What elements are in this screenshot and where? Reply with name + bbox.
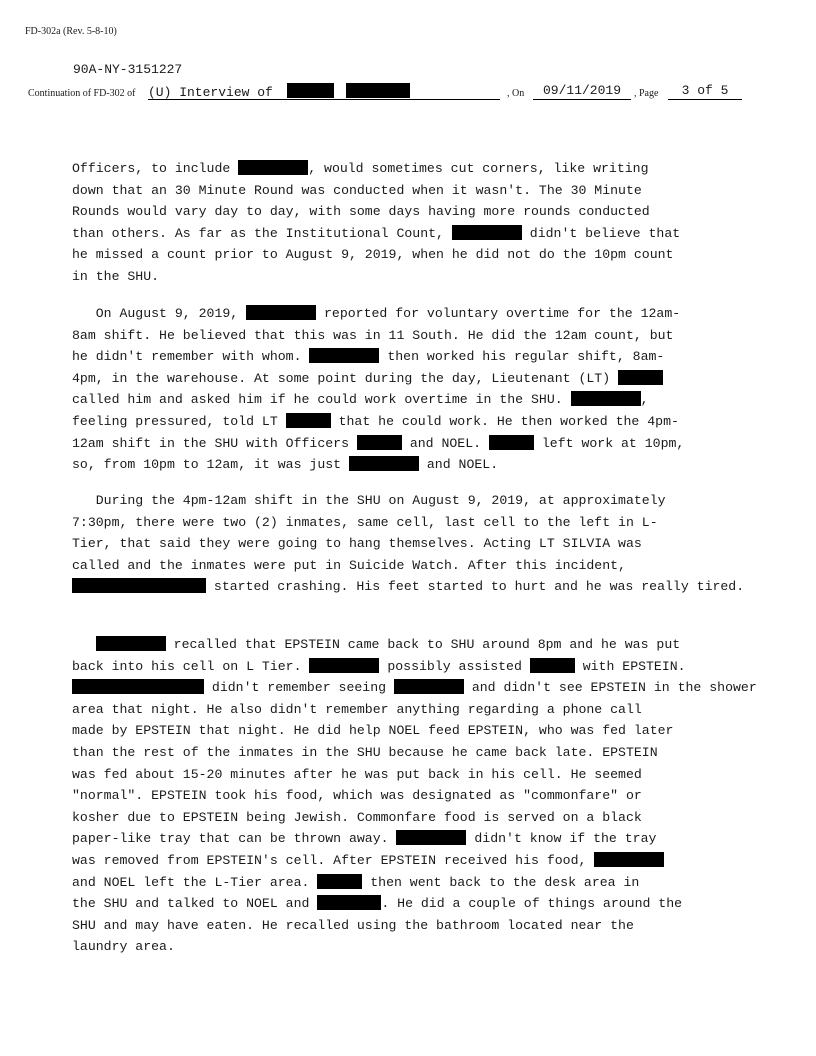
text-line (72, 807, 744, 829)
text-line (72, 244, 744, 266)
text-run: was fed about 15-20 minutes after he was put back in his cell. He seemed (72, 766, 642, 782)
text-line (72, 785, 744, 807)
redaction-box (530, 658, 575, 673)
text-run: and NOEL. (401, 435, 489, 451)
form-id: FD-302a (Rev. 5-8-10) (25, 26, 117, 37)
text-run: started crashing. His feet started to hurt and he was really tired. (206, 579, 745, 595)
continuation-label: Continuation of FD-302 of (28, 88, 136, 99)
text-line (72, 828, 744, 850)
text-line (72, 389, 744, 411)
redaction-box (287, 83, 334, 98)
redaction-box (394, 679, 464, 694)
redaction-box (317, 895, 381, 910)
page-number-field: 3 of 5 (668, 83, 742, 100)
date-field: 09/11/2019 (533, 83, 631, 100)
text-line (72, 325, 744, 347)
redaction-box (346, 83, 410, 98)
text-run: didn't believe that (521, 225, 681, 241)
text-line (72, 303, 744, 325)
text-run: laundry area. (72, 939, 175, 955)
text-run: he missed a count prior to August 9, 2019, when he did not do the 10pm count (72, 247, 674, 263)
paragraph-3 (72, 490, 744, 598)
page-label: , Page (634, 88, 659, 99)
text-run: Tier, that said they were going to hang themselves. Acting LT SILVIA was (72, 536, 642, 552)
text-run: that he could work. He then worked the 4pm- (330, 413, 679, 429)
text-line (72, 850, 744, 872)
text-line (72, 490, 744, 512)
text-run: called and the inmates were put in Suicide Watch. After this incident, (72, 557, 626, 573)
file-number: 90A-NY-3151227 (73, 62, 183, 77)
redaction-box (594, 852, 664, 867)
text-run: , (640, 392, 649, 408)
text-run: in the SHU. (72, 268, 160, 284)
redaction-box (309, 348, 379, 363)
text-run: possibly assisted (379, 658, 530, 674)
text-run: , would sometimes cut corners, like writing (308, 161, 649, 176)
paragraph-4 (72, 634, 757, 958)
text-line (72, 656, 744, 678)
text-run: with EPSTEIN. (574, 658, 686, 674)
text-run: than others. As far as the Institutional Count, (72, 225, 452, 241)
redaction-box (452, 225, 522, 240)
text-run: back into his cell on L Tier. (72, 658, 310, 674)
text-line (72, 223, 744, 245)
text-run: kosher due to EPSTEIN being Jewish. Commonfare food is served on a black (72, 809, 642, 825)
text-line (72, 576, 744, 598)
text-run: down that an 30 Minute Round was conducted when it wasn't. The 30 Minute (72, 182, 642, 198)
on-label: , On (507, 88, 525, 99)
redaction-box (286, 413, 331, 428)
continuation-text: (U) Interview of (148, 85, 273, 100)
redaction-box (396, 830, 466, 845)
text-run: and NOEL. (418, 457, 499, 473)
text-run: paper-like tray that can be thrown away. (72, 831, 397, 847)
text-line (72, 764, 744, 786)
text-run: the SHU and talked to NOEL and (72, 896, 318, 912)
redaction-box (72, 578, 142, 593)
text-run: 12am shift in the SHU with Officers (72, 435, 357, 451)
text-run: recalled that EPSTEIN came back to SHU around 8pm and he was put (165, 637, 681, 652)
text-line (72, 872, 744, 894)
text-run: feeling pressured, told LT (72, 413, 286, 429)
text-line (72, 915, 744, 937)
text-line (72, 346, 744, 368)
text-run: Rounds would vary day to day, with some days having more rounds conducted (72, 204, 650, 220)
redaction-box (357, 435, 402, 450)
text-line (72, 180, 744, 202)
redaction-box (309, 658, 379, 673)
text-run: called him and asked him if he could work overtime in the SHU. (72, 392, 571, 408)
text-line (72, 720, 744, 742)
text-line (72, 433, 744, 455)
text-run: and NOEL left the L-Tier area. (72, 874, 318, 890)
text-run: then went back to the desk area in (362, 874, 640, 890)
text-run: and didn't see EPSTEIN in the shower (463, 680, 757, 696)
text-line (72, 411, 744, 433)
redaction-box (317, 874, 362, 889)
text-run: made by EPSTEIN that night. He did help NOEL feed EPSTEIN, who was fed later (72, 723, 674, 739)
continuation-field (148, 83, 500, 100)
redaction-box (246, 305, 316, 320)
text-run: SHU and may have eaten. He recalled using the bathroom located near the (72, 917, 634, 933)
text-line (72, 533, 744, 555)
text-run: so, from 10pm to 12am, it was just (72, 457, 349, 473)
text-run: reported for voluntary overtime for the 12am- (316, 306, 681, 321)
text-run: . He did a couple of things around the (381, 896, 683, 912)
text-run: didn't remember seeing (204, 680, 394, 696)
redaction-box (142, 578, 206, 593)
text-run: then worked his regular shift, 8am- (379, 349, 665, 365)
redaction-box (571, 391, 641, 406)
text-run: he didn't remember with whom. (72, 349, 310, 365)
text-run: didn't know if the tray (466, 831, 657, 847)
text-run (72, 637, 96, 652)
text-run: 7:30pm, there were two (2) inmates, same cell, last cell to the left in L- (72, 514, 658, 530)
redaction-box (489, 435, 534, 450)
text-run: On August 9, 2019, (72, 306, 247, 321)
text-line (72, 555, 744, 577)
text-run: than the rest of the inmates in the SHU because he came back late. EPSTEIN (72, 744, 658, 760)
redaction-box (618, 370, 663, 385)
text-line (72, 677, 757, 699)
text-run: left work at 10pm, (533, 435, 685, 451)
redaction-box (72, 679, 142, 694)
text-line (72, 368, 744, 390)
text-line (72, 512, 744, 534)
redaction-box (349, 456, 419, 471)
text-line (72, 454, 744, 476)
text-line (72, 158, 744, 180)
text-line (72, 266, 744, 288)
text-run: was removed from EPSTEIN's cell. After EPSTEIN received his food, (72, 852, 595, 868)
redaction-box (142, 679, 204, 694)
text-run: 8am shift. He believed that this was in 11 South. He did the 12am count, but (72, 327, 674, 343)
paragraph-1 (72, 158, 744, 288)
text-line (72, 634, 744, 656)
text-run: Officers, to include (72, 161, 239, 176)
text-run: During the 4pm-12am shift in the SHU on August 9, 2019, at approximately (72, 493, 666, 508)
text-line (72, 936, 744, 958)
text-line (72, 742, 744, 764)
redaction-box (238, 160, 308, 175)
redaction-box (96, 636, 166, 651)
text-run: "normal". EPSTEIN took his food, which was designated as "commonfare" or (72, 788, 642, 804)
text-run: area that night. He also didn't remember anything regarding a phone call (72, 701, 642, 717)
text-run: 4pm, in the warehouse. At some point during the day, Lieutenant (LT) (72, 370, 619, 386)
text-line (72, 893, 744, 915)
text-line (72, 699, 744, 721)
text-line (72, 201, 744, 223)
paragraph-2 (72, 303, 744, 476)
